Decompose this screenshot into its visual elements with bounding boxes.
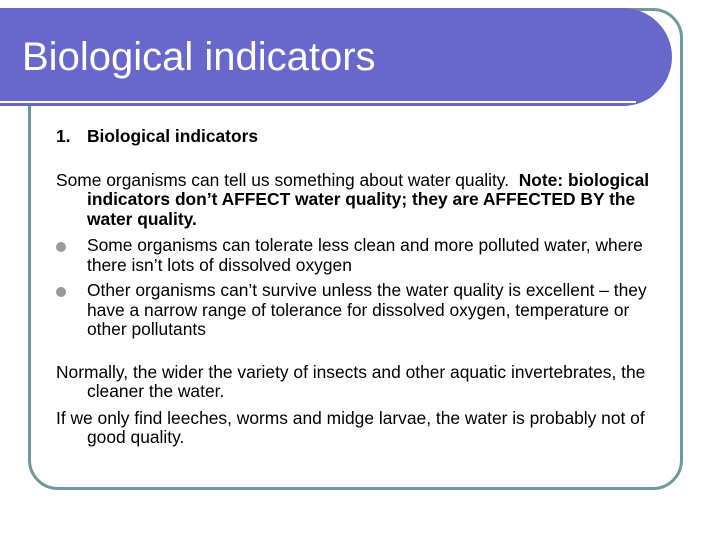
- section-heading-text: Biological indicators: [87, 126, 259, 146]
- slide-content: [56, 127, 656, 455]
- bullet-text: Some organisms can tolerate less clean and more polluted water, where there isn’t lots of dissolved oxygen: [87, 235, 643, 275]
- slide-title: Biological indicators: [22, 35, 376, 79]
- bullet-icon: [56, 242, 66, 252]
- body-paragraph: If we only find leeches, worms and midge larvae, the water is probably not of good quality.: [56, 407, 645, 447]
- section-heading: [56, 127, 656, 147]
- bullet-item: [56, 281, 656, 340]
- intro-note: Note: biological indicators don’t AFFECT water quality; they are AFFECTED BY the water quality.: [87, 169, 650, 229]
- intro-text: Some organisms can tell us something about water quality.: [56, 169, 510, 190]
- bullet-item: [56, 236, 656, 275]
- body-paragraph: Normally, the wider the variety of insects and other aquatic invertebrates, the cleaner the water.: [56, 361, 646, 401]
- title-underline: [0, 101, 636, 103]
- intro-paragraph: [56, 171, 656, 230]
- section-number: 1.: [56, 126, 71, 146]
- spacer: [56, 346, 656, 363]
- bullet-icon: [56, 287, 66, 297]
- bullet-text: Other organisms can’t survive unless the water quality is excellent – they have a narrow range of tolerance for dissolved oxygen, temperature or other pollutants: [87, 280, 647, 339]
